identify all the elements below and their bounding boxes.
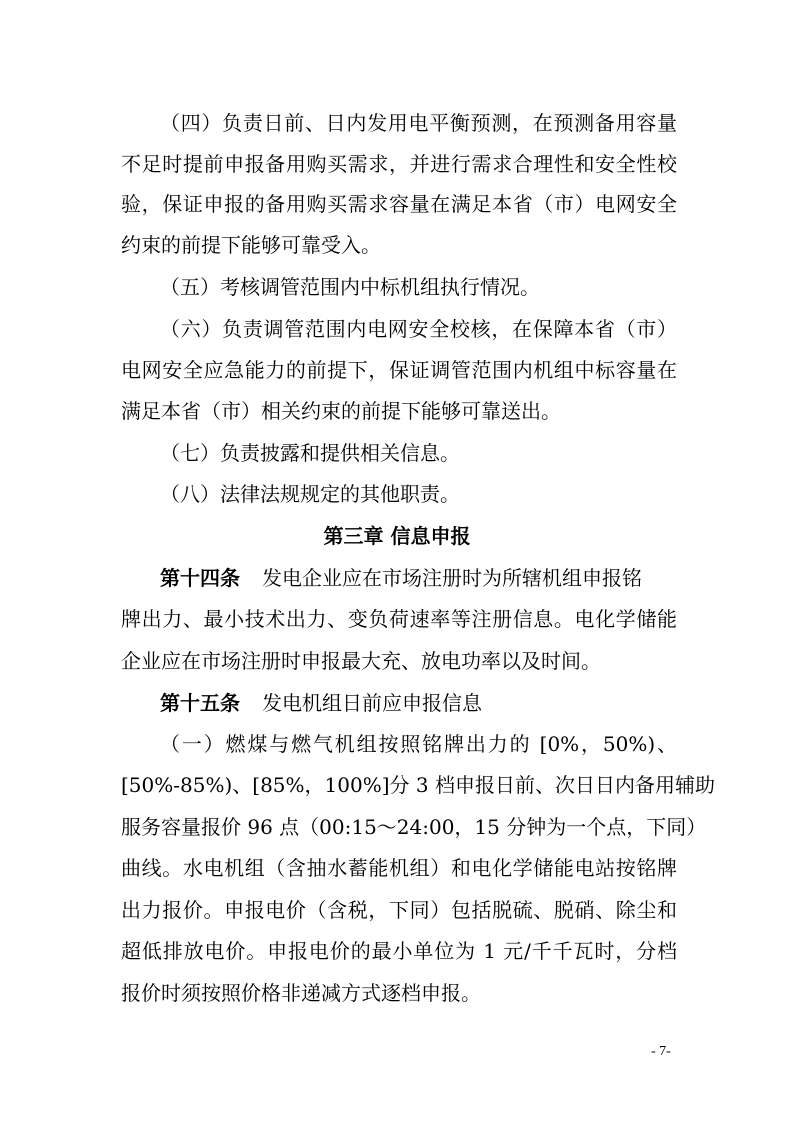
article-15-item-1-line-3: 服务容量报价 96 点（00:15～24:00，15 分钟为一个点，下同） (121, 815, 707, 839)
paragraph-6-line-3: 满足本省（市）相关约束的前提下能够可靠送出。 (121, 399, 561, 423)
article-15-item-1-line-5: 出力报价。申报电价（含税，下同）包括脱硫、脱硝、除尘和 (121, 898, 677, 922)
article-14-line-2: 牌出力、最小技术出力、变负荷速率等注册信息。电化学储能 (121, 607, 677, 631)
article-14-label: 第十四条 (160, 566, 240, 590)
article-15-text: 发电机组日前应申报信息 (262, 691, 482, 715)
article-14-line-1 (160, 565, 677, 591)
paragraph-8: （八）法律法规规定的其他职责。 (160, 482, 460, 506)
chapter-heading: 第三章 信息申报 (323, 524, 471, 548)
paragraph-4-line-3: 验，保证申报的备用购买需求容量在满足本省（市）电网安全 (121, 192, 677, 216)
paragraph-7: （七）负责披露和提供相关信息。 (160, 441, 460, 465)
article-15-item-1-line-4: 曲线。水电机组（含抽水蓄能机组）和电化学储能电站按铭牌 (121, 856, 677, 880)
article-15-item-1-line-1: （一）燃煤与燃气机组按照铭牌出力的 [0%，50%)、 (160, 732, 677, 756)
paragraph-5: （五）考核调管范围内中标机组执行情况。 (160, 275, 540, 299)
paragraph-4-line-4: 约束的前提下能够可靠受入。 (121, 233, 381, 257)
article-15-line-1 (160, 690, 677, 716)
article-15-label: 第十五条 (160, 691, 240, 715)
article-14-text: 发电企业应在市场注册时为所辖机组申报铭 (262, 566, 642, 590)
article-15-item-1-line-7: 报价时须按照价格非递减方式逐档申报。 (121, 981, 481, 1005)
paragraph-4-line-2: 不足时提前申报备用购买需求，并进行需求合理性和安全性校 (121, 152, 677, 176)
paragraph-4-line-1: （四）负责日前、日内发用电平衡预测，在预测备用容量 (160, 111, 677, 135)
article-15-item-1-line-2: [50%-85%)、[85%，100%]分 3 档申报日前、次日日内备用辅助 (121, 773, 715, 797)
paragraph-6-line-1: （六）负责调管范围内电网安全校核，在保障本省（市） (160, 317, 677, 341)
page-number: - 7- (651, 1044, 671, 1059)
article-15-item-1-line-6: 超低排放电价。申报电价的最小单位为 1 元/千千瓦时，分档 (121, 939, 677, 963)
paragraph-6-line-2: 电网安全应急能力的前提下，保证调管范围内机组中标容量在 (121, 358, 677, 382)
article-14-line-3: 企业应在市场注册时申报最大充、放电功率以及时间。 (121, 649, 601, 673)
